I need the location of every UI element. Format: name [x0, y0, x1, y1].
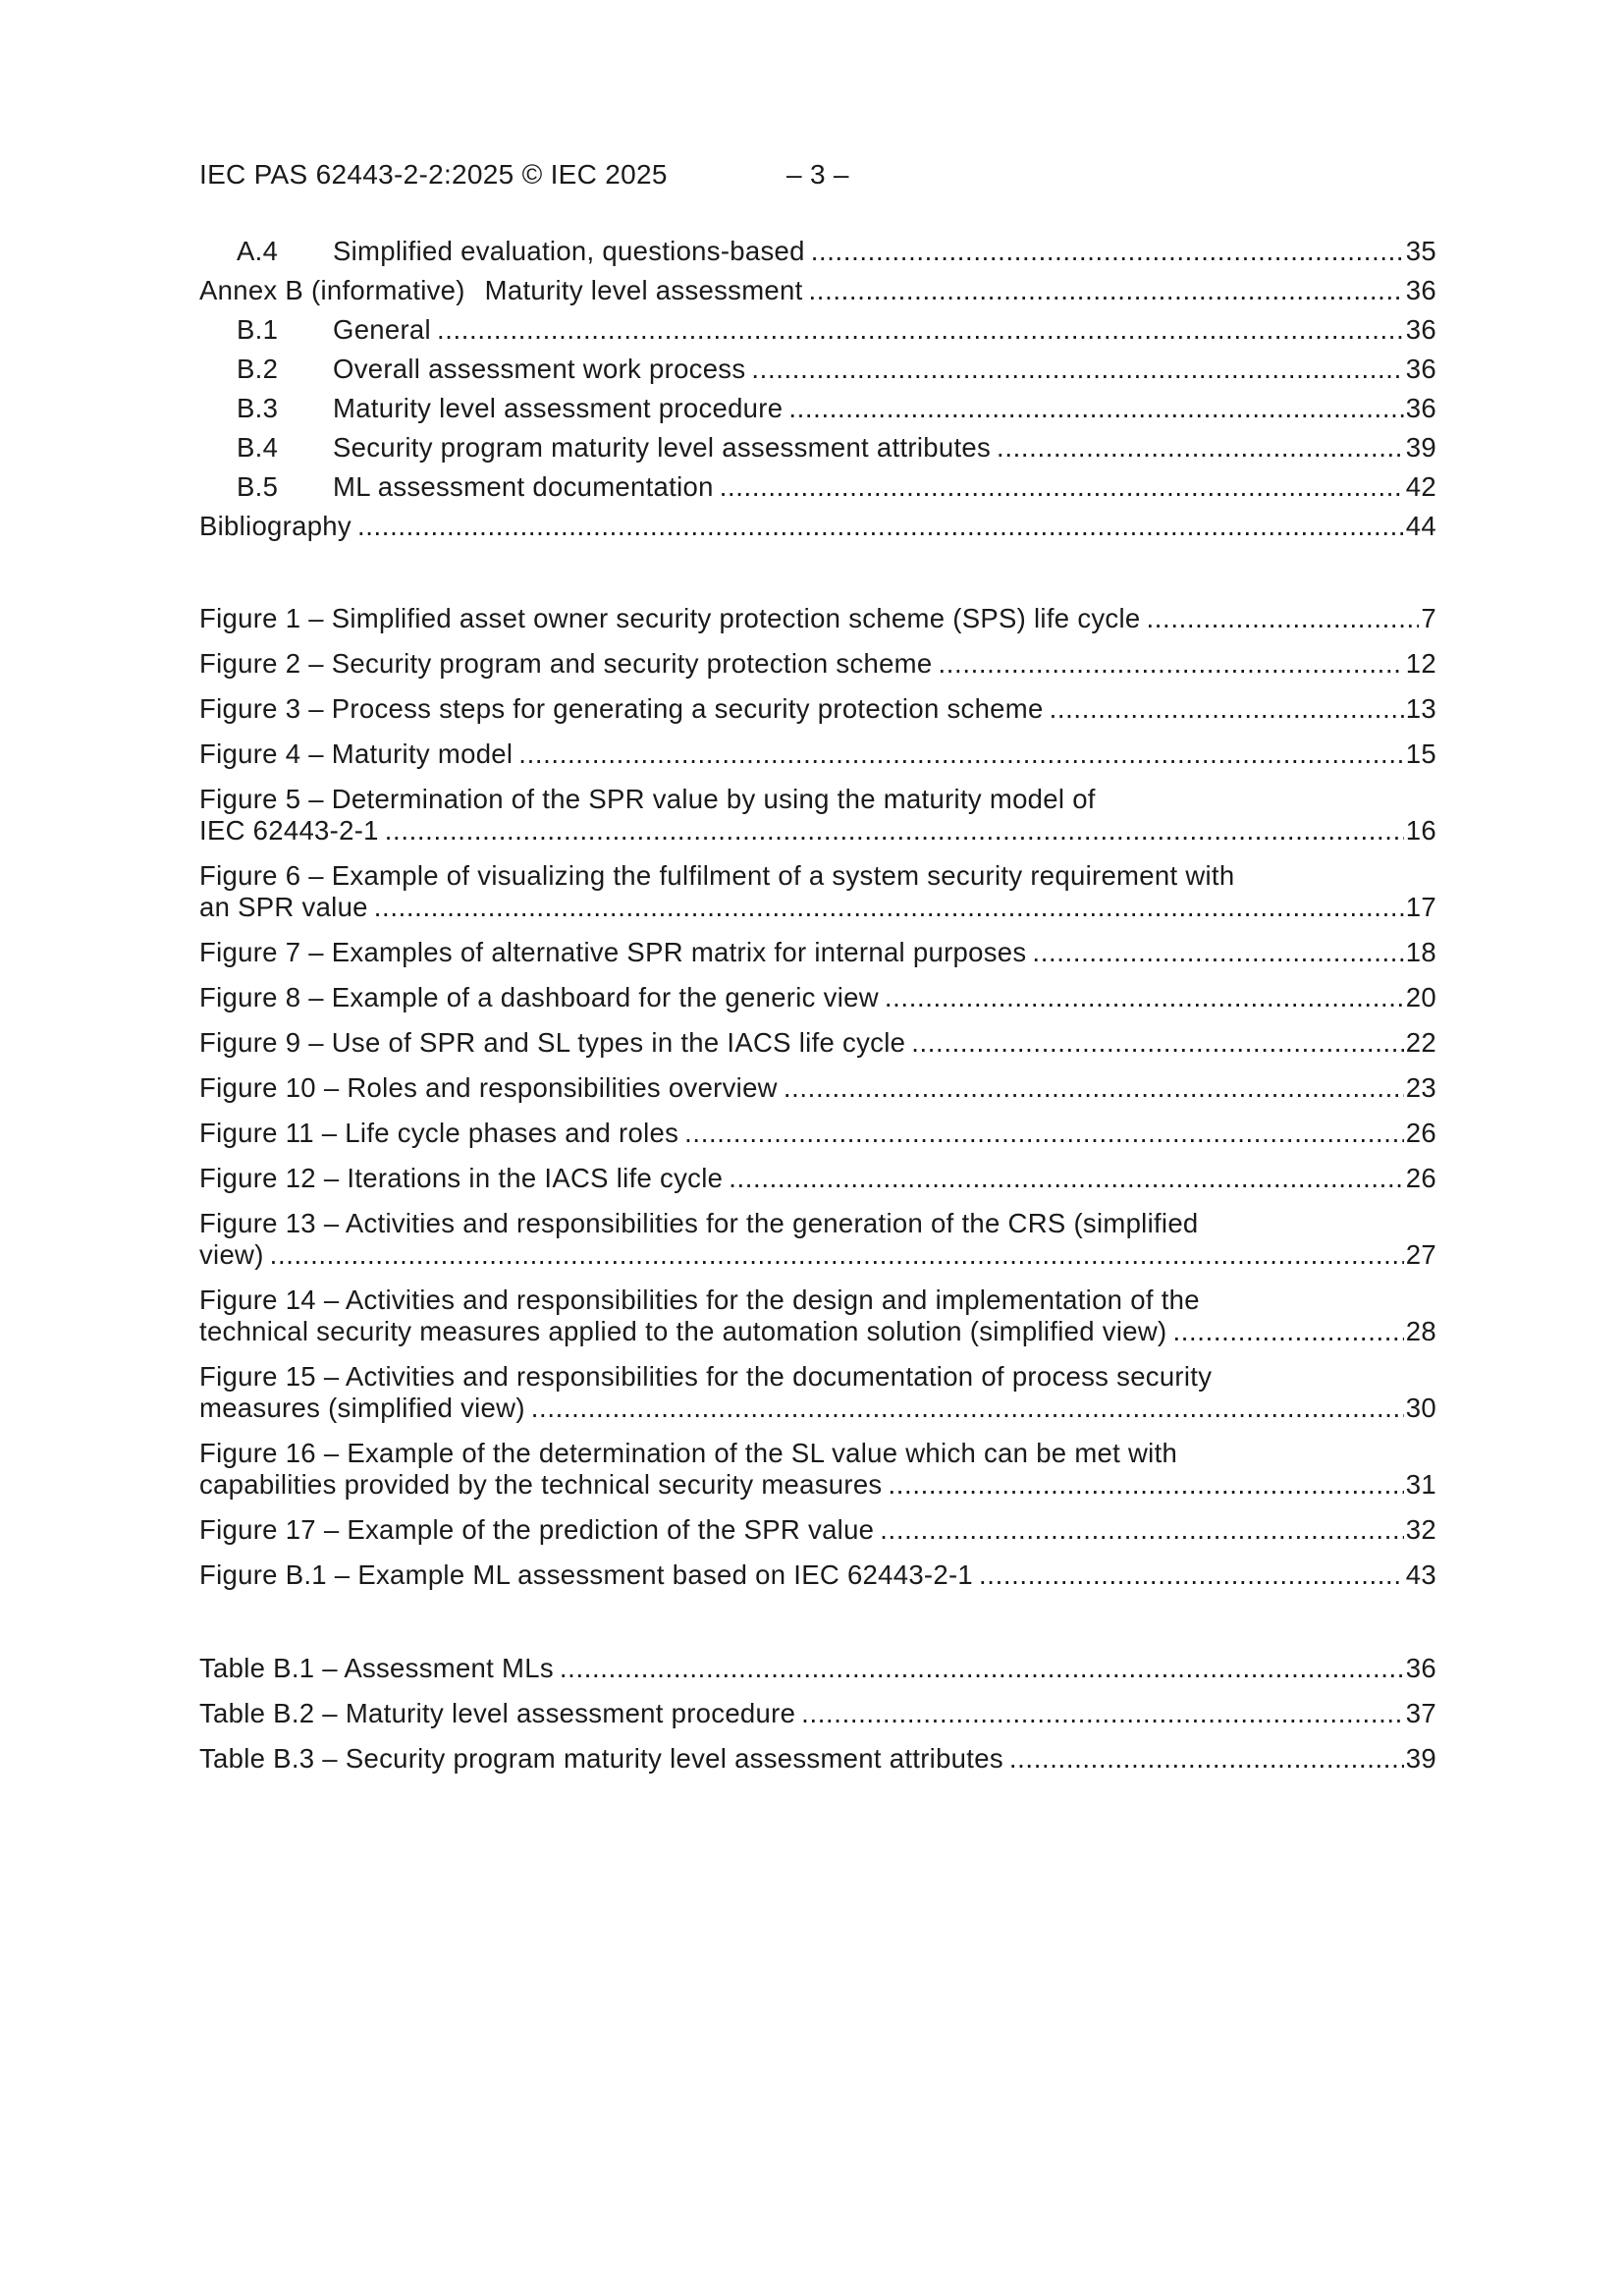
figure-entry-title: capabilities provided by the technical security measures: [199, 1469, 883, 1500]
dot-leader: [531, 1393, 1404, 1424]
dot-leader: [997, 432, 1404, 464]
toc-entry-title: Simplified evaluation, questions-based: [333, 236, 805, 266]
toc-entry-title: Bibliography: [199, 511, 352, 541]
dot-leader: [729, 1163, 1404, 1194]
figure-list-entry[interactable]: [199, 937, 1436, 968]
toc-entry-page: 36: [1405, 314, 1436, 345]
dot-leader: [357, 511, 1404, 542]
toc-entry-title: General: [333, 314, 431, 345]
toc-entry-title: ML assessment documentation: [333, 471, 714, 502]
dot-leader: [684, 1118, 1404, 1149]
toc-entry-title: Maturity level assessment: [484, 275, 803, 305]
dot-leader: [1146, 603, 1419, 634]
figure-entry-title: Figure B.1 – Example ML assessment based on IEC 62443-2-1: [199, 1559, 974, 1590]
dot-leader: [1032, 937, 1403, 968]
dot-leader: [1009, 1743, 1404, 1775]
figure-entry-title-line: Figure 5 – Determination of the SPR value by using the maturity model of: [199, 784, 1096, 814]
toc-entry-b4[interactable]: [199, 432, 1436, 464]
table-of-contents: [199, 236, 1436, 550]
table-entry-page: 36: [1405, 1653, 1436, 1683]
toc-entry-page: 36: [1405, 354, 1436, 384]
document-identifier: IEC PAS 62443-2-2:2025 © IEC 2025: [199, 159, 668, 190]
figure-entry-title: Figure 11 – Life cycle phases and roles: [199, 1118, 679, 1148]
table-list-entry[interactable]: [199, 1698, 1436, 1729]
figure-entry-page: 18: [1405, 937, 1436, 967]
toc-annex-label: Annex B (informative): [199, 275, 465, 305]
figure-entry-title: an SPR value: [199, 892, 368, 922]
figure-entry-page: 17: [1405, 892, 1436, 922]
table-entry-page: 37: [1405, 1698, 1436, 1728]
figure-entry-title-line: Figure 15 – Activities and responsibilities for the documentation of process security: [199, 1361, 1213, 1392]
figure-entry-page: 27: [1405, 1239, 1436, 1270]
figure-entry-page: 43: [1405, 1559, 1436, 1590]
toc-entry-page: 36: [1405, 275, 1436, 305]
figure-list-entry[interactable]: [199, 1559, 1436, 1591]
figure-entry-title: Figure 17 – Example of the prediction of the SPR value: [199, 1514, 875, 1545]
page-number: – 3 –: [786, 159, 849, 190]
toc-entry-number: B.4: [237, 432, 279, 463]
dot-leader: [720, 471, 1404, 503]
figure-entry-page: 28: [1405, 1316, 1436, 1346]
figure-entry-page: 26: [1405, 1163, 1436, 1193]
dot-leader: [788, 393, 1403, 424]
dot-leader: [385, 815, 1404, 847]
dot-leader: [751, 354, 1403, 385]
figure-entry-page: 30: [1405, 1393, 1436, 1423]
toc-entry-title: Maturity level assessment procedure: [333, 393, 784, 423]
toc-entry-annex-b[interactable]: [199, 275, 1436, 306]
page-header: [199, 159, 849, 191]
table-entry-title: Table B.3 – Security program maturity level assessment attributes: [199, 1743, 1003, 1774]
toc-entry-page: 36: [1405, 393, 1436, 423]
table-entry-page: 39: [1405, 1743, 1436, 1774]
dot-leader: [801, 1698, 1404, 1729]
figure-entry-page: 23: [1405, 1072, 1436, 1103]
table-entry-title: Table B.1 – Assessment MLs: [199, 1653, 554, 1683]
toc-entry-b3[interactable]: [199, 393, 1436, 424]
dot-leader: [979, 1559, 1404, 1591]
toc-entry-b1[interactable]: [199, 314, 1436, 346]
figure-list-entry[interactable]: [199, 784, 1436, 847]
figure-entry-title-line: Figure 6 – Example of visualizing the fulfilment of a system security requirement with: [199, 860, 1235, 891]
figure-list-entry[interactable]: [199, 1072, 1436, 1104]
dot-leader: [784, 1072, 1404, 1104]
dot-leader: [374, 892, 1404, 923]
figure-entry-title: Figure 2 – Security program and security protection scheme: [199, 648, 933, 679]
figure-entry-title-line: Figure 14 – Activities and responsibilities for the design and implementation of the: [199, 1285, 1200, 1315]
figure-entry-page: 13: [1405, 693, 1436, 724]
dot-leader: [1172, 1316, 1403, 1347]
figure-entry-title: Figure 9 – Use of SPR and SL types in the IACS life cycle: [199, 1027, 906, 1058]
toc-entry-number: B.5: [237, 471, 279, 502]
toc-entry-page: 39: [1405, 432, 1436, 463]
figure-entry-title: technical security measures applied to the automation solution (simplified view): [199, 1316, 1167, 1346]
figure-list-entry[interactable]: [199, 1514, 1436, 1546]
dot-leader: [437, 314, 1404, 346]
figure-list-entry[interactable]: [199, 648, 1436, 680]
figure-entry-title: IEC 62443-2-1: [199, 815, 379, 846]
figure-entry-title: Figure 4 – Maturity model: [199, 738, 514, 769]
figure-entry-title-line: Figure 16 – Example of the determination of the SL value which can be met with: [199, 1438, 1178, 1468]
dot-leader: [911, 1027, 1404, 1059]
toc-entry-bibliography[interactable]: [199, 511, 1436, 542]
figure-list-entry[interactable]: [199, 738, 1436, 770]
dot-leader: [518, 738, 1404, 770]
figure-list-entry[interactable]: [199, 1118, 1436, 1149]
figure-entry-page: 22: [1405, 1027, 1436, 1058]
figure-list-entry[interactable]: [199, 603, 1436, 634]
figure-list-entry[interactable]: [199, 1438, 1436, 1501]
dot-leader: [885, 982, 1404, 1013]
figure-entry-page: 15: [1405, 738, 1436, 769]
toc-entry-page: 35: [1405, 236, 1436, 266]
dot-leader: [270, 1239, 1404, 1271]
figure-entry-title: Figure 7 – Examples of alternative SPR matrix for internal purposes: [199, 937, 1027, 967]
figure-entry-page: 12: [1405, 648, 1436, 679]
toc-entry-number: A.4: [237, 236, 279, 266]
dot-leader: [880, 1514, 1404, 1546]
dot-leader: [888, 1469, 1403, 1501]
toc-entry-a4[interactable]: [199, 236, 1436, 267]
figure-entry-title-line: Figure 13 – Activities and responsibilities for the generation of the CRS (simplified: [199, 1208, 1199, 1238]
figure-entry-title: Figure 8 – Example of a dashboard for the generic view: [199, 982, 879, 1012]
dot-leader: [560, 1653, 1404, 1684]
figure-list-entry[interactable]: [199, 982, 1436, 1013]
dot-leader: [811, 236, 1404, 267]
figure-entry-page: 32: [1405, 1514, 1436, 1545]
toc-entry-page: 44: [1405, 511, 1436, 541]
figure-entry-page: 20: [1405, 982, 1436, 1012]
toc-entry-number: B.2: [237, 354, 279, 384]
figure-list-entry[interactable]: [199, 693, 1436, 725]
toc-entry-page: 42: [1405, 471, 1436, 502]
list-of-tables: [199, 1653, 1436, 1788]
figure-list-entry[interactable]: [199, 1361, 1436, 1424]
figure-entry-title: Figure 12 – Iterations in the IACS life cycle: [199, 1163, 724, 1193]
list-of-figures: [199, 603, 1436, 1605]
dot-leader: [1050, 693, 1404, 725]
figure-entry-page: 7: [1421, 603, 1436, 633]
toc-entry-number: B.1: [237, 314, 279, 345]
table-entry-title: Table B.2 – Maturity level assessment procedure: [199, 1698, 796, 1728]
toc-entry-b2[interactable]: [199, 354, 1436, 385]
figure-list-entry[interactable]: [199, 1027, 1436, 1059]
toc-entry-number: B.3: [237, 393, 279, 423]
table-list-entry[interactable]: [199, 1743, 1436, 1775]
figure-entry-page: 31: [1405, 1469, 1436, 1500]
figure-entry-title: Figure 10 – Roles and responsibilities overview: [199, 1072, 778, 1103]
dot-leader: [809, 275, 1404, 306]
toc-entry-b5[interactable]: [199, 471, 1436, 503]
figure-entry-title: measures (simplified view): [199, 1393, 525, 1423]
figure-entry-page: 26: [1405, 1118, 1436, 1148]
dot-leader: [939, 648, 1404, 680]
figure-list-entry[interactable]: [199, 1285, 1436, 1347]
toc-entry-title: Overall assessment work process: [333, 354, 746, 384]
figure-entry-title: Figure 1 – Simplified asset owner security protection scheme (SPS) life cycle: [199, 603, 1141, 633]
figure-entry-page: 16: [1405, 815, 1436, 846]
toc-entry-title: Security program maturity level assessment attributes: [333, 432, 992, 463]
figure-list-entry[interactable]: [199, 1163, 1436, 1194]
figure-list-entry[interactable]: [199, 1208, 1436, 1271]
figure-list-entry[interactable]: [199, 860, 1436, 923]
figure-entry-title: Figure 3 – Process steps for generating a security protection scheme: [199, 693, 1044, 724]
table-list-entry[interactable]: [199, 1653, 1436, 1684]
figure-entry-title: view): [199, 1239, 264, 1270]
